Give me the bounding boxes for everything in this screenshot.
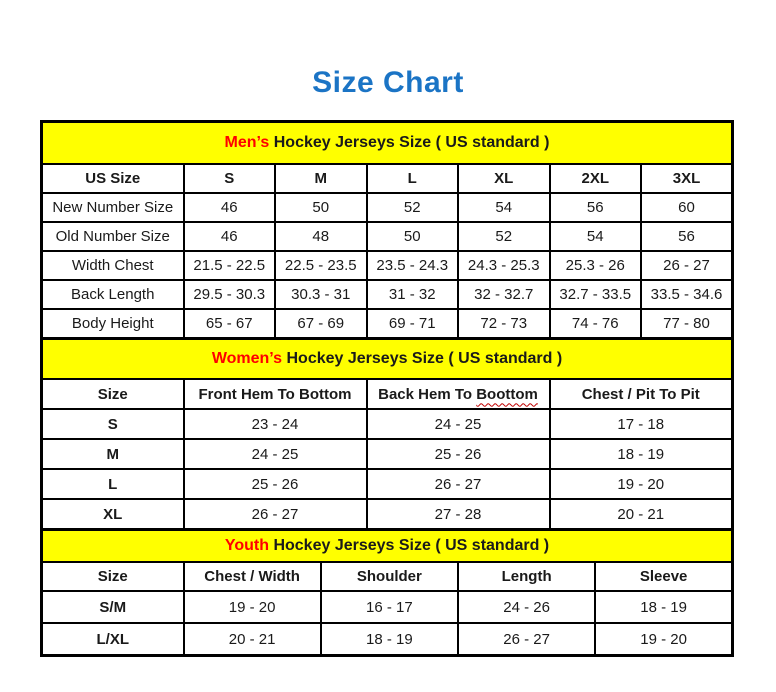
table-row [42,623,733,656]
row-label: XL [42,499,184,530]
size-value-cell: 50 [275,193,367,222]
mens-column-header-row [42,164,733,193]
size-value-cell: 33.5 - 34.6 [641,280,733,309]
youth-section-header [42,530,733,563]
size-tables-container [40,120,734,657]
mens-section-accent: Men’s [224,134,270,151]
size-value-cell: 19 - 20 [550,469,733,499]
size-value-cell: 18 - 19 [550,439,733,469]
size-value-cell: 77 - 80 [641,309,733,339]
size-value-cell: 20 - 21 [184,623,321,656]
womens-section-title: Hockey Jerseys Size ( US standard ) [286,350,563,367]
womens-section-accent: Women’s [211,350,283,367]
column-header: L [367,164,459,193]
column-header: S [184,164,276,193]
youth-section-accent: Youth [224,537,269,554]
table-row [42,251,733,280]
column-header: US Size [42,164,184,193]
size-value-cell: 26 - 27 [641,251,733,280]
column-header: Chest / Width [184,562,321,591]
size-value-cell: 25 - 26 [184,469,367,499]
size-value-cell: 23.5 - 24.3 [367,251,459,280]
youth-section-title: Hockey Jerseys Size ( US standard ) [273,537,550,554]
page-title: Size Chart [312,66,464,99]
size-value-cell: 60 [641,193,733,222]
size-value-cell: 25 - 26 [367,439,550,469]
size-value-cell: 30.3 - 31 [275,280,367,309]
size-value-cell: 52 [458,222,550,251]
size-value-cell: 56 [550,193,642,222]
size-value-cell: 26 - 27 [184,499,367,530]
row-label: Body Height [42,309,184,339]
womens-column-header-row [42,379,733,409]
size-value-cell: 46 [184,222,276,251]
size-value-cell: 18 - 19 [595,591,732,623]
column-header: Shoulder [321,562,458,591]
misspelling-wavy-underline: Boottom [476,385,538,403]
table-row [42,280,733,309]
row-label: M [42,439,184,469]
table-row [42,409,733,439]
column-header: Chest / Pit To Pit [550,379,733,409]
row-label: Back Length [42,280,184,309]
size-value-cell: 74 - 76 [550,309,642,339]
column-header [367,379,550,409]
size-value-cell: 24 - 25 [367,409,550,439]
mens-section-title: Hockey Jerseys Size ( US standard ) [273,134,550,151]
size-value-cell: 18 - 19 [321,623,458,656]
size-value-cell: 56 [641,222,733,251]
size-value-cell: 16 - 17 [321,591,458,623]
row-label: Old Number Size [42,222,184,251]
size-value-cell: 25.3 - 26 [550,251,642,280]
size-value-cell: 23 - 24 [184,409,367,439]
womens-section-header [42,339,733,380]
size-value-cell: 24 - 25 [184,439,367,469]
youth-column-header-row [42,562,733,591]
column-header: Sleeve [595,562,732,591]
size-value-cell: 52 [367,193,459,222]
size-value-cell: 65 - 67 [184,309,276,339]
size-value-cell: 19 - 20 [595,623,732,656]
mens-section-header-row [42,122,733,165]
size-value-cell: 24 - 26 [458,591,595,623]
row-label: S [42,409,184,439]
womens-size-table [40,337,734,531]
row-label: Width Chest [42,251,184,280]
size-value-cell: 29.5 - 30.3 [184,280,276,309]
youth-size-table [40,528,734,657]
size-value-cell: 54 [550,222,642,251]
row-label: S/M [42,591,184,623]
size-value-cell: 21.5 - 22.5 [184,251,276,280]
mens-section-header [42,122,733,165]
table-row [42,591,733,623]
size-value-cell: 48 [275,222,367,251]
column-header: M [275,164,367,193]
column-header: 3XL [641,164,733,193]
column-header: Length [458,562,595,591]
size-value-cell: 20 - 21 [550,499,733,530]
womens-section-header-row [42,339,733,380]
table-row [42,469,733,499]
table-row [42,193,733,222]
youth-section-header-row [42,530,733,563]
column-header: Size [42,562,184,591]
size-value-cell: 69 - 71 [367,309,459,339]
row-label: L [42,469,184,499]
column-header: Front Hem To Bottom [184,379,367,409]
table-row [42,499,733,530]
size-value-cell: 22.5 - 23.5 [275,251,367,280]
size-value-cell: 19 - 20 [184,591,321,623]
size-value-cell: 17 - 18 [550,409,733,439]
size-value-cell: 72 - 73 [458,309,550,339]
size-value-cell: 54 [458,193,550,222]
size-value-cell: 26 - 27 [367,469,550,499]
size-value-cell: 26 - 27 [458,623,595,656]
table-row [42,309,733,339]
column-header: Size [42,379,184,409]
row-label: New Number Size [42,193,184,222]
size-value-cell: 31 - 32 [367,280,459,309]
size-value-cell: 46 [184,193,276,222]
size-value-cell: 24.3 - 25.3 [458,251,550,280]
table-row [42,439,733,469]
table-row [42,222,733,251]
size-value-cell: 32 - 32.7 [458,280,550,309]
column-header: 2XL [550,164,642,193]
column-header: XL [458,164,550,193]
size-value-cell: 32.7 - 33.5 [550,280,642,309]
mens-size-table [40,120,734,340]
size-value-cell: 27 - 28 [367,499,550,530]
column-header-text: Back Hem To [378,385,473,403]
row-label: L/XL [42,623,184,656]
size-value-cell: 50 [367,222,459,251]
size-value-cell: 67 - 69 [275,309,367,339]
